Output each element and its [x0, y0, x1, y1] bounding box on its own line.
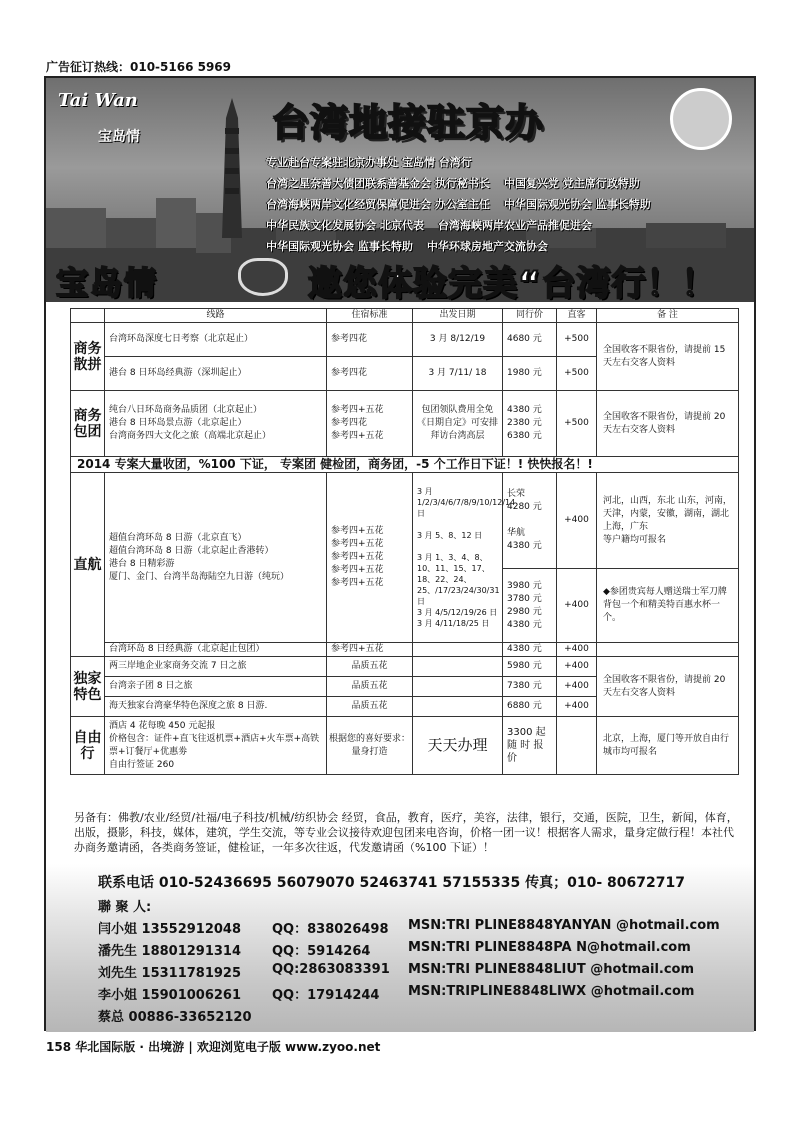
table-row: 台湾环岛 8 日经典游（北京起止包团） 参考四+五花 4380 元 +400 [71, 643, 739, 657]
tour-table [70, 308, 738, 775]
table-row: 自由行 酒店 4 花每晚 450 元起报 价格包含：证件+直飞往返机票+酒店+火车票+高铁票+订餐厅+优惠劵 自由行签证 260 根据您的喜好要求：量身打造 天天办理 3300 起 随 时 报 价 北京，上海，厦门等开放自由行城市均可报名 [71, 717, 739, 775]
credit-line: 中华国际观光协会 监事长特助 中华环球房地产交流协会 [266, 240, 548, 253]
table-row: 3980 元 3780 元 2980 元 4380 元 +400 ◆参团贵宾每人赠送瑞士军刀牌背包一个和精美特百惠水杯一个。 [71, 569, 739, 643]
table-row: 独家特色 两三岸地企业家商务交流 7 日之旅 品质五花 5980 元 +400 全国收客不限省份，请提前 20 天左右交客人资料 [71, 657, 739, 677]
heart-icon [238, 258, 288, 296]
credit-line: 台湾海峡两岸文化经贸保障促进会 办公室主任 中华国际观光协会 监事长特助 [266, 198, 651, 211]
credit-line: 台湾之星奈善大债团联系善基金会 执行秘书长 中国复兴党 党主席行政特助 [266, 177, 640, 190]
table-header-row [71, 309, 739, 323]
ad-hotline: 广告征订热线：010-5166 5969 [46, 60, 232, 74]
promo-row: 2014 专案大量收团，%100 下证， 专案团 健检团，商务团，-5 个工作日下证！! 快快报名！! [71, 457, 739, 473]
category-exclusive: 独家特色 [71, 657, 105, 717]
contact-section: 联系电话 010-52436695 56079070 52463741 57155335 传真；010- 80672717 聯 聚 人: 闫小姐 13552912048 QQ：838026498 MSN:TRI PLINE8848YANYAN @hotmail.com 潘先生 18801291314 QQ：5914264 MSN:TRI PLINE8848PA N@hotmail.com 刘先生 15311781925 QQ:2863083391 MSN:TRI PLINE8848LIUT @hotmail.com 李小姐 15901006261 QQ：17914244 MSN:TRIPLINE8848LIWX @hotmail.com 蔡总 00886-33652120 [46, 864, 754, 1032]
table-row: 海天独家台湾豪华特色深度之旅 8 日游. 品质五花 6880 元 +400 [71, 697, 739, 717]
category-business-scatter: 商务散拼 [71, 323, 105, 391]
slogan-left: 宝岛情 [56, 264, 159, 302]
table-row: 台湾亲子团 8 日之旅 品质五花 7380 元 +400 [71, 677, 739, 697]
page-footer: 158 华北国际版 · 出境游 | 欢迎浏览电子版 www.zyoo.net [46, 1040, 381, 1054]
header-note: 备 注 [597, 309, 739, 323]
category-direct-flight: 直航 [71, 473, 105, 657]
banner [46, 78, 754, 302]
banner-title: 台湾地接驻京办 [271, 101, 545, 145]
header-date: 出发日期 [413, 309, 503, 323]
header-route: 线路 [105, 309, 327, 323]
table-row: 商务散拼 台湾环岛深度七日考察（北京起止） 参考四花 3 月 8/12/19 4680 元 +500 全国收客不限省份，请提前 15 天左右交客人资料 [71, 323, 739, 357]
credits-list [266, 152, 752, 257]
contact-heading: 聯 聚 人: [98, 900, 152, 915]
brand-logo: Tai Wan [58, 90, 138, 111]
table-row: 港台 8 日环岛经典游（深圳起止） 参考四花 3 月 7/11/ 18 1980 元 +500 [71, 357, 739, 391]
slogan-right: 邀您体验完美“台湾行！！ [308, 264, 717, 302]
category-business-group: 商务包团 [71, 391, 105, 457]
extra-services-text: 另备有：佛教/农业/经贸/社福/电子科技/机械/纺织协会 经贸，食品，教育，医疗，美容，法律，银行，交通，医院，卫生，新闻，体育，出版，摄影，科技，媒体，建筑，学生交流，等专业会议接待欢迎包团来电咨询，价格一团一议！根据客人需求，量身定做行程！本社代办商务邀请函，各类商务签证，健检证，一年多次往返，代发邀请函（%100 下证）！ [74, 811, 738, 854]
table-row: 商务包团 纯台八日环岛商务品质团（北京起止） 港台 8 日环岛景点游（北京起止） 台湾商务四大文化之旅（高端北京起止） 参考四+五花 参考四花 参考四+五花 包团领队费用全免《日期自定》可安排拜访台湾高层 4380 元 2380 元 6380 元 +500 全国收客不限省份，请提前 20 天左右交客人资料 [71, 391, 739, 457]
category-free-travel: 自由行 [71, 717, 105, 775]
table-row: 直航 超值台湾环岛 8 日游（北京直飞） 超值台湾环岛 8 日游（北京起止香港转） 港台 8 日精彩游 厦门、金门、台湾半岛海陆空九日游（纯玩） 参考四+五花 参考四+五花 参考四+五花 参考四+五花 参考四+五花 3 月 1/2/3/4/6/7/8/9/10/12/14 日 3 月 5、8、12 日 3 月 1、3、4、8、10、11、15、17、18、22、24、25、/17/23/24/30/31 日 3 月 4/5/12/19/26 日 3 月 4/11/18/25 日 长荣 4280 元 华航 4380 元 +400 河北，山西，东北 山东，河南，天津，内蒙，安徽，湖南，湖北 上海，广东 等户籍均可报名 [71, 473, 739, 569]
header-hotel: 住宿标准 [327, 309, 413, 323]
mascot-emblem-icon [670, 88, 732, 150]
credit-line: 专业赴台专案驻北京办事处 宝岛情 台湾行 [266, 156, 472, 169]
credit-line: 中华民族文化发展协会 北京代表 台湾海峡两岸农业产品推促进会 [266, 219, 592, 232]
header-price: 同行价 [503, 309, 557, 323]
header-direct: 直客 [557, 309, 597, 323]
brand-subtitle: 宝岛情 [98, 129, 140, 145]
phone-line: 联系电话 010-52436695 56079070 52463741 57155335 传真；010- 80672717 [98, 875, 685, 891]
